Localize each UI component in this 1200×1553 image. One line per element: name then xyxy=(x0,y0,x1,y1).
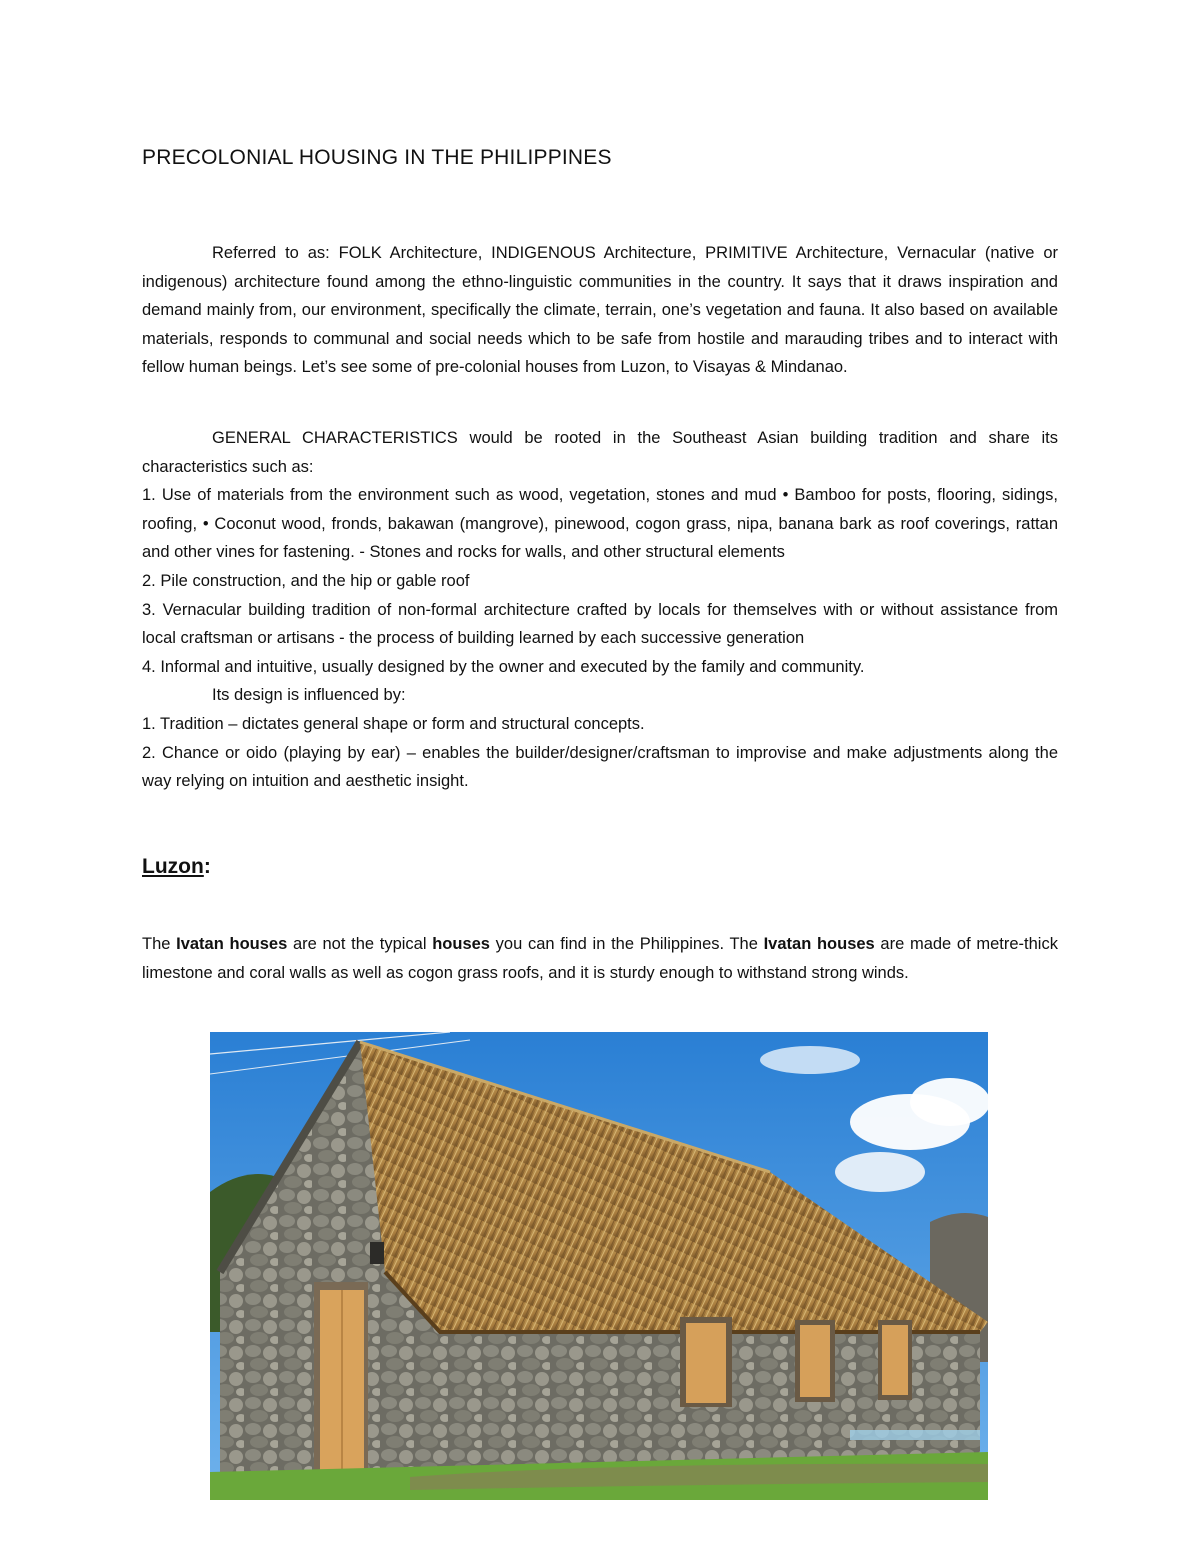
general-characteristics-paragraph: GENERAL CHARACTERISTICS would be rooted in the Southeast Asian building tradition and share its characteristics such as: xyxy=(142,429,1058,476)
ivatan-house-photo xyxy=(210,1032,988,1500)
influence-item: 1. Tradition – dictates general shape or form and structural concepts. xyxy=(142,714,645,733)
characteristics-section xyxy=(142,424,1058,796)
characteristic-item: 1. Use of materials from the environment such as wood, vegetation, stones and mud • Bamboo for posts, flooring, sidings, roofing, • Coconut wood, fronds, bakawan (mangrove), pinewood, cogon grass, nipa, banana bark as roof coverings, rattan and other vines for fastening. - Stones and rocks for walls, and other structural elements xyxy=(142,486,1058,562)
luzon-text: you can find in the Philippines. The xyxy=(489,935,764,953)
ivatan-house-illustration xyxy=(210,1032,988,1500)
page-title: PRECOLONIAL HOUSING IN THE PHILIPPINES xyxy=(142,146,612,169)
luzon-heading-text: Luzon xyxy=(142,855,204,878)
intro-paragraph: Referred to as: FOLK Architecture, INDIGENOUS Architecture, PRIMITIVE Architecture, Vernacular (native or indigenous) architecture found among the ethno-linguistic communities in the country. It says that it draws inspiration and demand mainly from, our environment, specifically the climate, terrain, one’s vegetation and fauna. It also based on available materials, responds to communal and social needs which to be safe from hostile and marauding tribes and to interact with fellow human beings. Let’s see some of pre-colonial houses from Luzon, to Visayas & Mindanao. xyxy=(142,244,1058,377)
luzon-paragraph xyxy=(142,930,1058,987)
luzon-heading xyxy=(142,855,211,879)
luzon-text: are made of metre-thick limestone and coral walls as well as cogon grass roofs, and it is sturdy enough to withstand strong winds. xyxy=(142,935,1058,982)
characteristic-item: 2. Pile construction, and the hip or gable roof xyxy=(142,571,470,590)
luzon-text: are not the typical xyxy=(287,935,433,953)
characteristic-item: 3. Vernacular building tradition of non-formal architecture crafted by locals for themselves with or without assistance from local craftsman or artisans - the process of building learned by each successive generation xyxy=(142,600,1058,648)
ivatan-houses-bold: Ivatan houses xyxy=(763,935,875,953)
ivatan-houses-bold: Ivatan houses xyxy=(176,935,288,953)
characteristic-item: 4. Informal and intuitive, usually designed by the owner and executed by the family and community. xyxy=(142,657,865,676)
influenced-by-label: Its design is influenced by: xyxy=(212,686,406,705)
luzon-heading-colon: : xyxy=(203,855,211,878)
influence-item: 2. Chance or oido (playing by ear) – enables the builder/designer/craftsman to improvise and make adjustments along the way relying on intuition and aesthetic insight. xyxy=(142,743,1058,791)
intro-section xyxy=(142,239,1058,382)
luzon-section xyxy=(142,930,1058,987)
houses-bold: houses xyxy=(432,935,490,953)
luzon-text: The xyxy=(142,935,177,953)
